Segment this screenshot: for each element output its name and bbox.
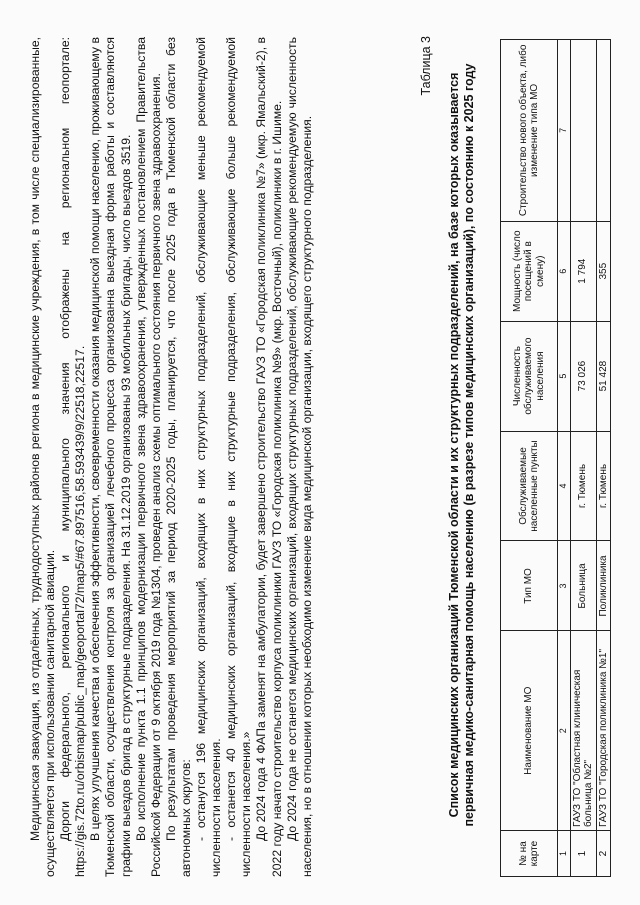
column-header: Наименование МО — [501, 631, 558, 831]
paragraph: Дороги федерального, регионального и муниципального значения отображены на региональном геопортале: https://gis.72to.ru/orbismap/public_map/geoportal72/map5/#67.897516,58.593439/9/22518,22517. — [58, 37, 88, 877]
column-header: Тип МО — [501, 541, 558, 631]
column-header: № на карте — [501, 831, 558, 877]
cell-mo-name: ГАУЗ ТО "Областная клиническая больница №2" — [570, 631, 596, 831]
paragraph: - останутся 196 медицинских организаций, входящих в них структурных подразделений, обслуживающие меньше рекомендуемой численности населения. — [194, 37, 224, 877]
table-header-row — [501, 40, 558, 877]
paragraph: - останется 40 медицинских организаций, входящие в них структурные подразделения, обслуживающие больше рекомендуемой численности населения.» — [224, 37, 254, 877]
column-number: 3 — [558, 541, 571, 631]
cell-map-number: 1 — [570, 831, 596, 877]
column-header: Обслуживаемые населенные пункты — [501, 431, 558, 541]
cell-settlements: г. Тюмень — [596, 431, 611, 541]
medical-organizations-table — [500, 39, 611, 877]
table-row — [570, 40, 596, 877]
column-number: 1 — [558, 831, 571, 877]
column-number: 6 — [558, 221, 571, 321]
cell-map-number: 2 — [596, 831, 611, 877]
cell-settlements: г. Тюмень — [570, 431, 596, 541]
cell-capacity: 1 794 — [570, 221, 596, 321]
paragraph: По результатам проведения мероприятий за период 2020-2025 годы, планируется, что после 2025 года в Тюменской области без автономных округов: — [163, 37, 193, 877]
cell-construction — [596, 40, 611, 222]
paragraph: Медицинская эвакуация, из отдалённых, труднодоступных районов региона в медицинские учреждения, в том числе специализированные, осуществляется при использовании санитарной авиации. — [28, 37, 58, 877]
paragraph: До 2024 года не останется медицинских организаций, входящих структурных подразделений, обслуживающие рекомендуемую численность населения, но в отношении которых необходимо изменение вида медицинской организации, входящего структурного подразделения. — [284, 37, 314, 877]
cell-mo-type: Больница — [570, 541, 596, 631]
cell-mo-type: Поликлиника — [596, 541, 611, 631]
table-row — [596, 40, 611, 877]
cell-capacity: 355 — [596, 221, 611, 321]
cell-population: 51 428 — [596, 321, 611, 431]
paragraph: До 2024 года 4 ФАПа заменят на амбулатории, будет завершено строительство ГАУЗ ТО «Городская поликлиника №7» (мкр. Ямальский-2), в 2022 году начато строительство корпуса поликлиники ГАУЗ ТО «Городская поликлиника №9» (мкр. Восточный), поликлиники в г. Ишиме. — [254, 37, 284, 877]
cell-population: 73 026 — [570, 321, 596, 431]
column-number: 5 — [558, 321, 571, 431]
body-text — [28, 37, 315, 877]
column-header: Мощность (число посещений в смену) — [501, 221, 558, 321]
column-number: 2 — [558, 631, 571, 831]
cell-mo-name: ГАУЗ ТО "Городская поликлиника №1" — [596, 631, 611, 831]
cell-construction — [570, 40, 596, 222]
column-number-row — [558, 40, 571, 877]
table-label: Таблица 3 — [419, 36, 433, 96]
paragraph: В целях улучшения качества и обеспечения эффективности, своевременности оказания медицинской помощи населению, проживающему в Тюменской области, осуществления контроля за организацией лечебного процесса организованна выездная форма работы и составляются графики выездов бригад в структурные подразделения. На 31.12.2019 организованы 93 мобильных бригады, число выездов 3519. — [88, 37, 133, 877]
column-number: 7 — [558, 40, 571, 222]
column-header: Численность обслуживаемого населения — [501, 321, 558, 431]
paragraph: Во исполнение пункта 1.1 принципов модернизации первичного звена здравоохранения, утвержденных постановлением Правительства Российской Федерации от 9 октября 2019 года №1304, проведен анализ схемы оптимального состояния первичного звена здравоохранения. — [133, 37, 163, 877]
column-header: Строительство нового объекта, либо изменение типа МО — [501, 40, 558, 222]
table-title: Список медицинских организаций Тюменской области и их структурных подразделений, на базе которых оказывается первичная медико-санитарная помощь населению (в разрезе типов медицинских организаций), по состоянию к 2025 году — [447, 63, 476, 827]
column-number: 4 — [558, 431, 571, 541]
